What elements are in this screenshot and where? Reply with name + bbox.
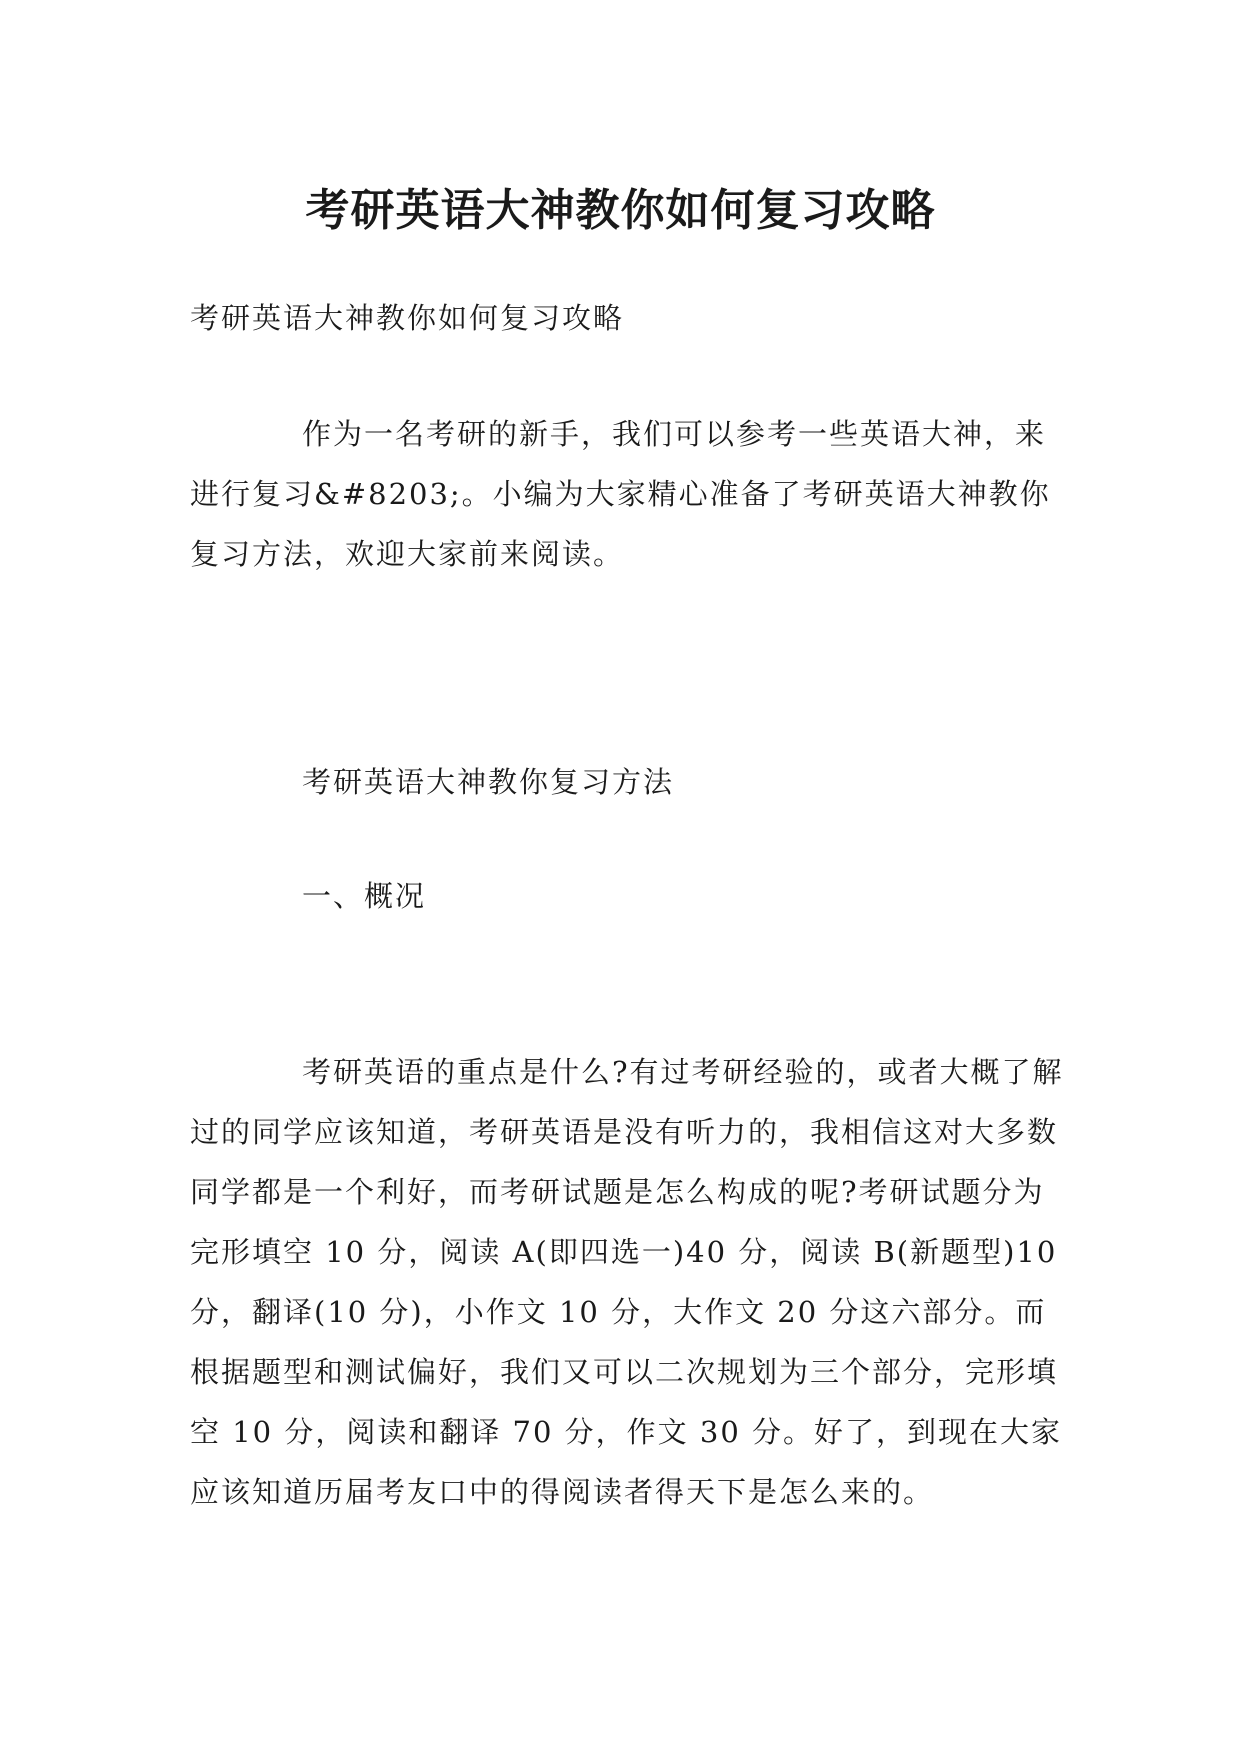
intro-paragraph: 作为一名考研的新手，我们可以参考一些英语大神，来进行复习&#8203;。小编为大家精心准备了考研英语大神教你复习方法，欢迎大家前来阅读。 xyxy=(190,417,1051,571)
section-heading-overview: 一、概况 xyxy=(302,879,427,913)
document-title: 考研英语大神教你如何复习攻略 xyxy=(305,185,936,237)
document-subtitle: 考研英语大神教你如何复习攻略 xyxy=(190,301,625,335)
section-title: 考研英语大神教你复习方法 xyxy=(302,765,675,799)
body-paragraph: 考研英语的重点是什么?有过考研经验的，或者大概了解过的同学应该知道，考研英语是没有听力的，我相信这对大多数同学都是一个利好，而考研试题是怎么构成的呢?考研试题分为完形填空 10 分，阅读 A(即四选一)40 分，阅读 B(新题型)10 分，翻译(10 分)，小作文 10 分，大作文 20 分这六部分。而根据题型和测试偏好，我们又可以二次规划为三个部分，完形填空 10 分，阅读和翻译 70 分，作文 30 分。好了，到现在大家应该知道历届考友口中的得阅读者得天下是怎么来的。 xyxy=(190,1055,1064,1509)
